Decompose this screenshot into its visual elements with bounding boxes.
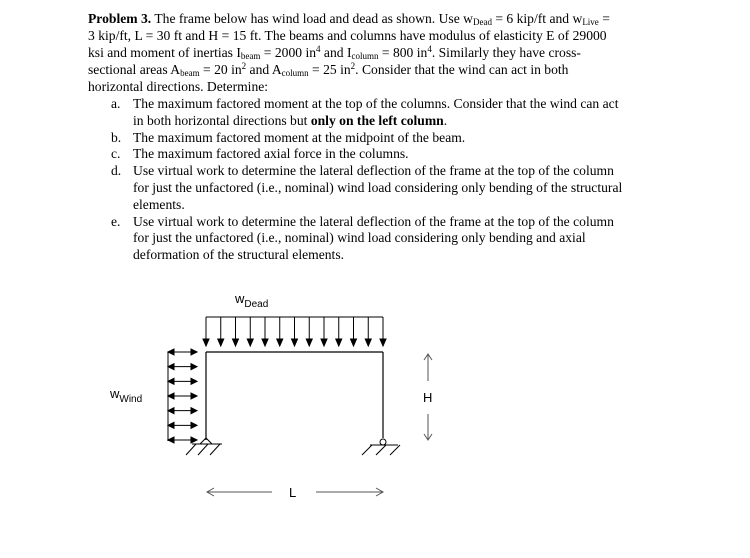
text-segment: Dead <box>472 17 492 27</box>
dead-load-arrow <box>203 317 209 346</box>
dead-load-arrow <box>365 317 371 346</box>
text-segment: Use virtual work to determine the lateral deflection of the frame at the top of the column <box>133 213 614 229</box>
text-segment: for just the unfactored (i.e., nominal) wind load considering only bending and axial <box>133 230 586 246</box>
wind-load-arrow <box>168 364 197 370</box>
height-label: H <box>423 390 433 405</box>
dead-load-arrow <box>247 317 253 346</box>
text-segment: = 6 kip/ft and w <box>491 11 583 26</box>
text-segment: sectional areas A <box>88 62 181 77</box>
wind-load-arrow <box>168 349 197 355</box>
roller-support-icon <box>362 439 400 455</box>
dead-load-arrow <box>292 317 298 346</box>
text-segment: = 800 in <box>378 45 428 60</box>
wind-load-arrow <box>168 393 197 399</box>
item-marker: c. <box>111 146 121 162</box>
text-segment: . <box>443 112 448 128</box>
dead-load-label: $w_{Dead}$ <box>235 291 269 310</box>
text-segment: = 25 in <box>308 62 351 77</box>
text-segment: only on the left column <box>310 112 444 128</box>
text-segment: 2 <box>241 61 247 71</box>
text-segment: The frame below has wind load and dead as shown. Use w <box>151 11 473 26</box>
dead-load-arrow <box>218 317 224 346</box>
text-segment: = 2000 in <box>260 45 317 60</box>
text-segment: 2 <box>350 61 356 71</box>
text-segment: for just the unfactored (i.e., nominal) wind load considering only bending of the structural <box>133 180 623 195</box>
text-segment: 3 kip/ft, L = 30 ft and H = 15 ft. The beams and columns have modulus of elasticity E of 29000 <box>88 28 607 43</box>
text-segment: Live <box>582 17 599 27</box>
wind-load-arrow <box>168 422 197 428</box>
dead-load-arrow <box>262 317 268 346</box>
text-segment: column <box>351 51 379 61</box>
text-segment: = 20 in <box>199 62 242 77</box>
dead-load-arrows <box>203 317 386 346</box>
text-segment: 4 <box>427 44 432 54</box>
text-segment: Problem 3. <box>88 11 152 26</box>
text-segment: Use virtual work to determine the lateral deflection of the frame at the top of the column <box>133 163 614 179</box>
text-segment: = <box>598 11 610 26</box>
item-marker: d. <box>111 163 122 179</box>
text-segment: ksi and moment of inertias I <box>88 45 241 60</box>
dead-load-arrow <box>321 317 327 346</box>
wind-load-arrow <box>168 437 197 443</box>
wind-load-arrow <box>168 408 197 414</box>
frame <box>206 352 383 440</box>
dead-load-arrow <box>380 317 386 346</box>
dead-load-arrow <box>336 317 342 346</box>
wind-load-arrows <box>168 349 197 443</box>
dead-load-arrow <box>306 317 312 346</box>
wind-load-label: $w_{Wind}$ <box>110 386 143 405</box>
text-segment: horizontal directions. Determine: <box>88 79 269 94</box>
text-segment: in both horizontal directions but <box>133 112 311 128</box>
text-segment: beam <box>180 68 200 78</box>
text-segment: . Consider that the wind can act in both <box>355 62 569 77</box>
text-segment: The maximum factored moment at the midpoint of the beam. <box>133 129 466 145</box>
wind-load-arrow <box>168 378 197 384</box>
length-label: L <box>289 485 297 500</box>
dead-load-arrow <box>351 317 357 346</box>
text-segment: 4 <box>316 44 321 54</box>
text-segment: and A <box>246 62 282 77</box>
item-marker: a. <box>111 96 121 111</box>
text-segment: deformation of the structural elements. <box>133 247 345 263</box>
text-segment: The maximum factored axial force in the columns. <box>133 146 409 162</box>
text-segment: and I <box>320 45 352 60</box>
text-segment: . Similarly they have cross- <box>431 45 581 60</box>
text-segment: elements. <box>133 196 185 212</box>
text-segment: column <box>281 68 309 78</box>
text-segment: The maximum factored moment at the top of the columns. Consider that the wind can act <box>133 96 619 111</box>
item-marker: b. <box>111 129 122 145</box>
dead-load-arrow <box>277 317 283 346</box>
item-marker: e. <box>111 213 121 229</box>
dead-load-arrow <box>233 317 239 346</box>
text-segment: beam <box>240 51 261 61</box>
